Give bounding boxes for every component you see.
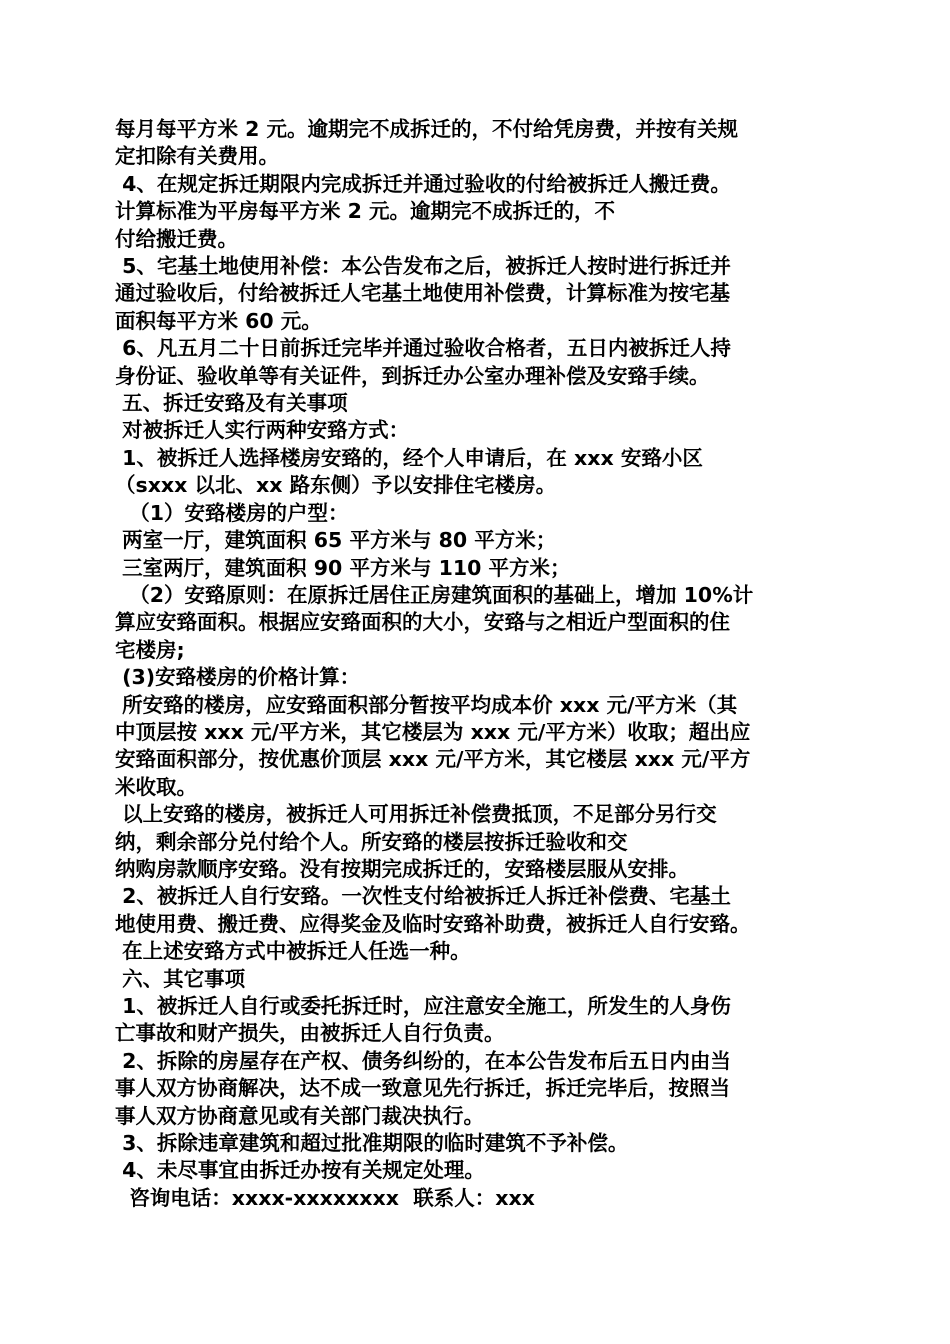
text-line: 纳购房款顺序安臵。没有按期完成拆迁的，安臵楼层服从安排。: [115, 856, 689, 881]
text-line: 米收取。: [115, 774, 197, 799]
text-line: (3)安臵楼房的价格计算：: [115, 665, 361, 690]
text-line: 计算标准为平房每平方米 2 元。逾期完不成拆迁的，不: [115, 199, 616, 224]
text-line: 六、其它事项: [115, 966, 246, 991]
text-line: 面积每平方米 60 元。: [115, 308, 322, 333]
text-line: 安臵面积部分，按优惠价顶层 xxx 元/平方米，其它楼层 xxx 元/平方: [115, 747, 751, 772]
text-line: 亡事故和财产损失，由被拆迁人自行负责。: [115, 1021, 505, 1046]
text-line: 纳，剩余部分兑付给个人。所安臵的楼层按拆迁验收和交: [115, 829, 628, 854]
text-line: 两室一厅，建筑面积 65 平方米与 80 平方米；: [115, 528, 557, 553]
text-line: 6、凡五月二十日前拆迁完毕并通过验收合格者，五日内被拆迁人持: [115, 336, 731, 361]
text-line: 事人双方协商意见或有关部门裁决执行。: [115, 1103, 484, 1128]
text-line: 通过验收后，付给被拆迁人宅基土地使用补偿费，计算标准为按宅基: [115, 281, 730, 306]
text-line: 中顶层按 xxx 元/平方米，其它楼层为 xxx 元/平方米）收取；超出应: [115, 719, 751, 744]
text-line: 4、未尽事宜由拆迁办按有关规定处理。: [115, 1158, 485, 1183]
text-line: 宅楼房;: [115, 637, 185, 662]
text-line: 身份证、验收单等有关证件，到拆迁办公室办理补偿及安臵手续。: [115, 363, 710, 388]
text-line: 事人双方协商解决，达不成一致意见先行拆迁，拆迁完毕后，按照当: [115, 1076, 730, 1101]
text-line: 咨询电话：xxxx-xxxxxxxx 联系人：xxx: [115, 1185, 535, 1210]
text-line: 付给搬迁费。: [115, 226, 238, 251]
text-line: 定扣除有关费用。: [115, 144, 279, 169]
text-line: 每月每平方米 2 元。逾期完不成拆迁的，不付给凭房费，并按有关规: [115, 117, 739, 141]
text-line: 2、被拆迁人自行安臵。一次性支付给被拆迁人拆迁补偿费、宅基土: [115, 884, 731, 909]
text-line: 4、在规定拆迁期限内完成拆迁并通过验收的付给被拆迁人搬迁费。: [115, 171, 731, 196]
text-line: 5、宅基土地使用补偿：本公告发布之后，被拆迁人按时进行拆迁并: [115, 254, 731, 279]
text-line: 算应安臵面积。根据应安臵面积的大小，安臵与之相近户型面积的住: [115, 610, 730, 635]
text-line: 三室两厅，建筑面积 90 平方米与 110 平方米；: [115, 555, 571, 580]
text-line: 1、被拆迁人自行或委托拆迁时，应注意安全施工，所发生的人身伤: [115, 994, 731, 1018]
text-line: （2）安臵原则：在原拆迁居住正房建筑面积的基础上，增加 10%计: [115, 582, 754, 607]
text-line: 所安臵的楼房，应安臵面积部分暂按平均成本价 xxx 元/平方米（其: [115, 692, 738, 717]
text-line: 1、被拆迁人选择楼房安臵的，经个人申请后，在 xxx 安臵小区: [115, 445, 703, 470]
text-line: 3、拆除违章建筑和超过批准期限的临时建筑不予补偿。: [115, 1131, 629, 1156]
text-line: 地使用费、搬迁费、应得奖金及临时安臵补助费，被拆迁人自行安臵。: [115, 911, 751, 936]
text-line: 2、拆除的房屋存在产权、债务纠纷的，在本公告发布后五日内由当: [115, 1048, 731, 1073]
text-line: 五、拆迁安臵及有关事项: [115, 391, 348, 416]
text-line: （1）安臵楼房的户型：: [115, 500, 349, 525]
text-line: 对被拆迁人实行两种安臵方式：: [115, 418, 410, 443]
text-line: 在上述安臵方式中被拆迁人任选一种。: [115, 939, 471, 964]
document-body: [115, 116, 850, 1212]
text-line: （sxxx 以北、xx 路东侧）予以安排住宅楼房。: [115, 473, 557, 498]
text-line: 以上安臵的楼房，被拆迁人可用拆迁补偿费抵顶，不足部分另行交: [115, 802, 717, 827]
